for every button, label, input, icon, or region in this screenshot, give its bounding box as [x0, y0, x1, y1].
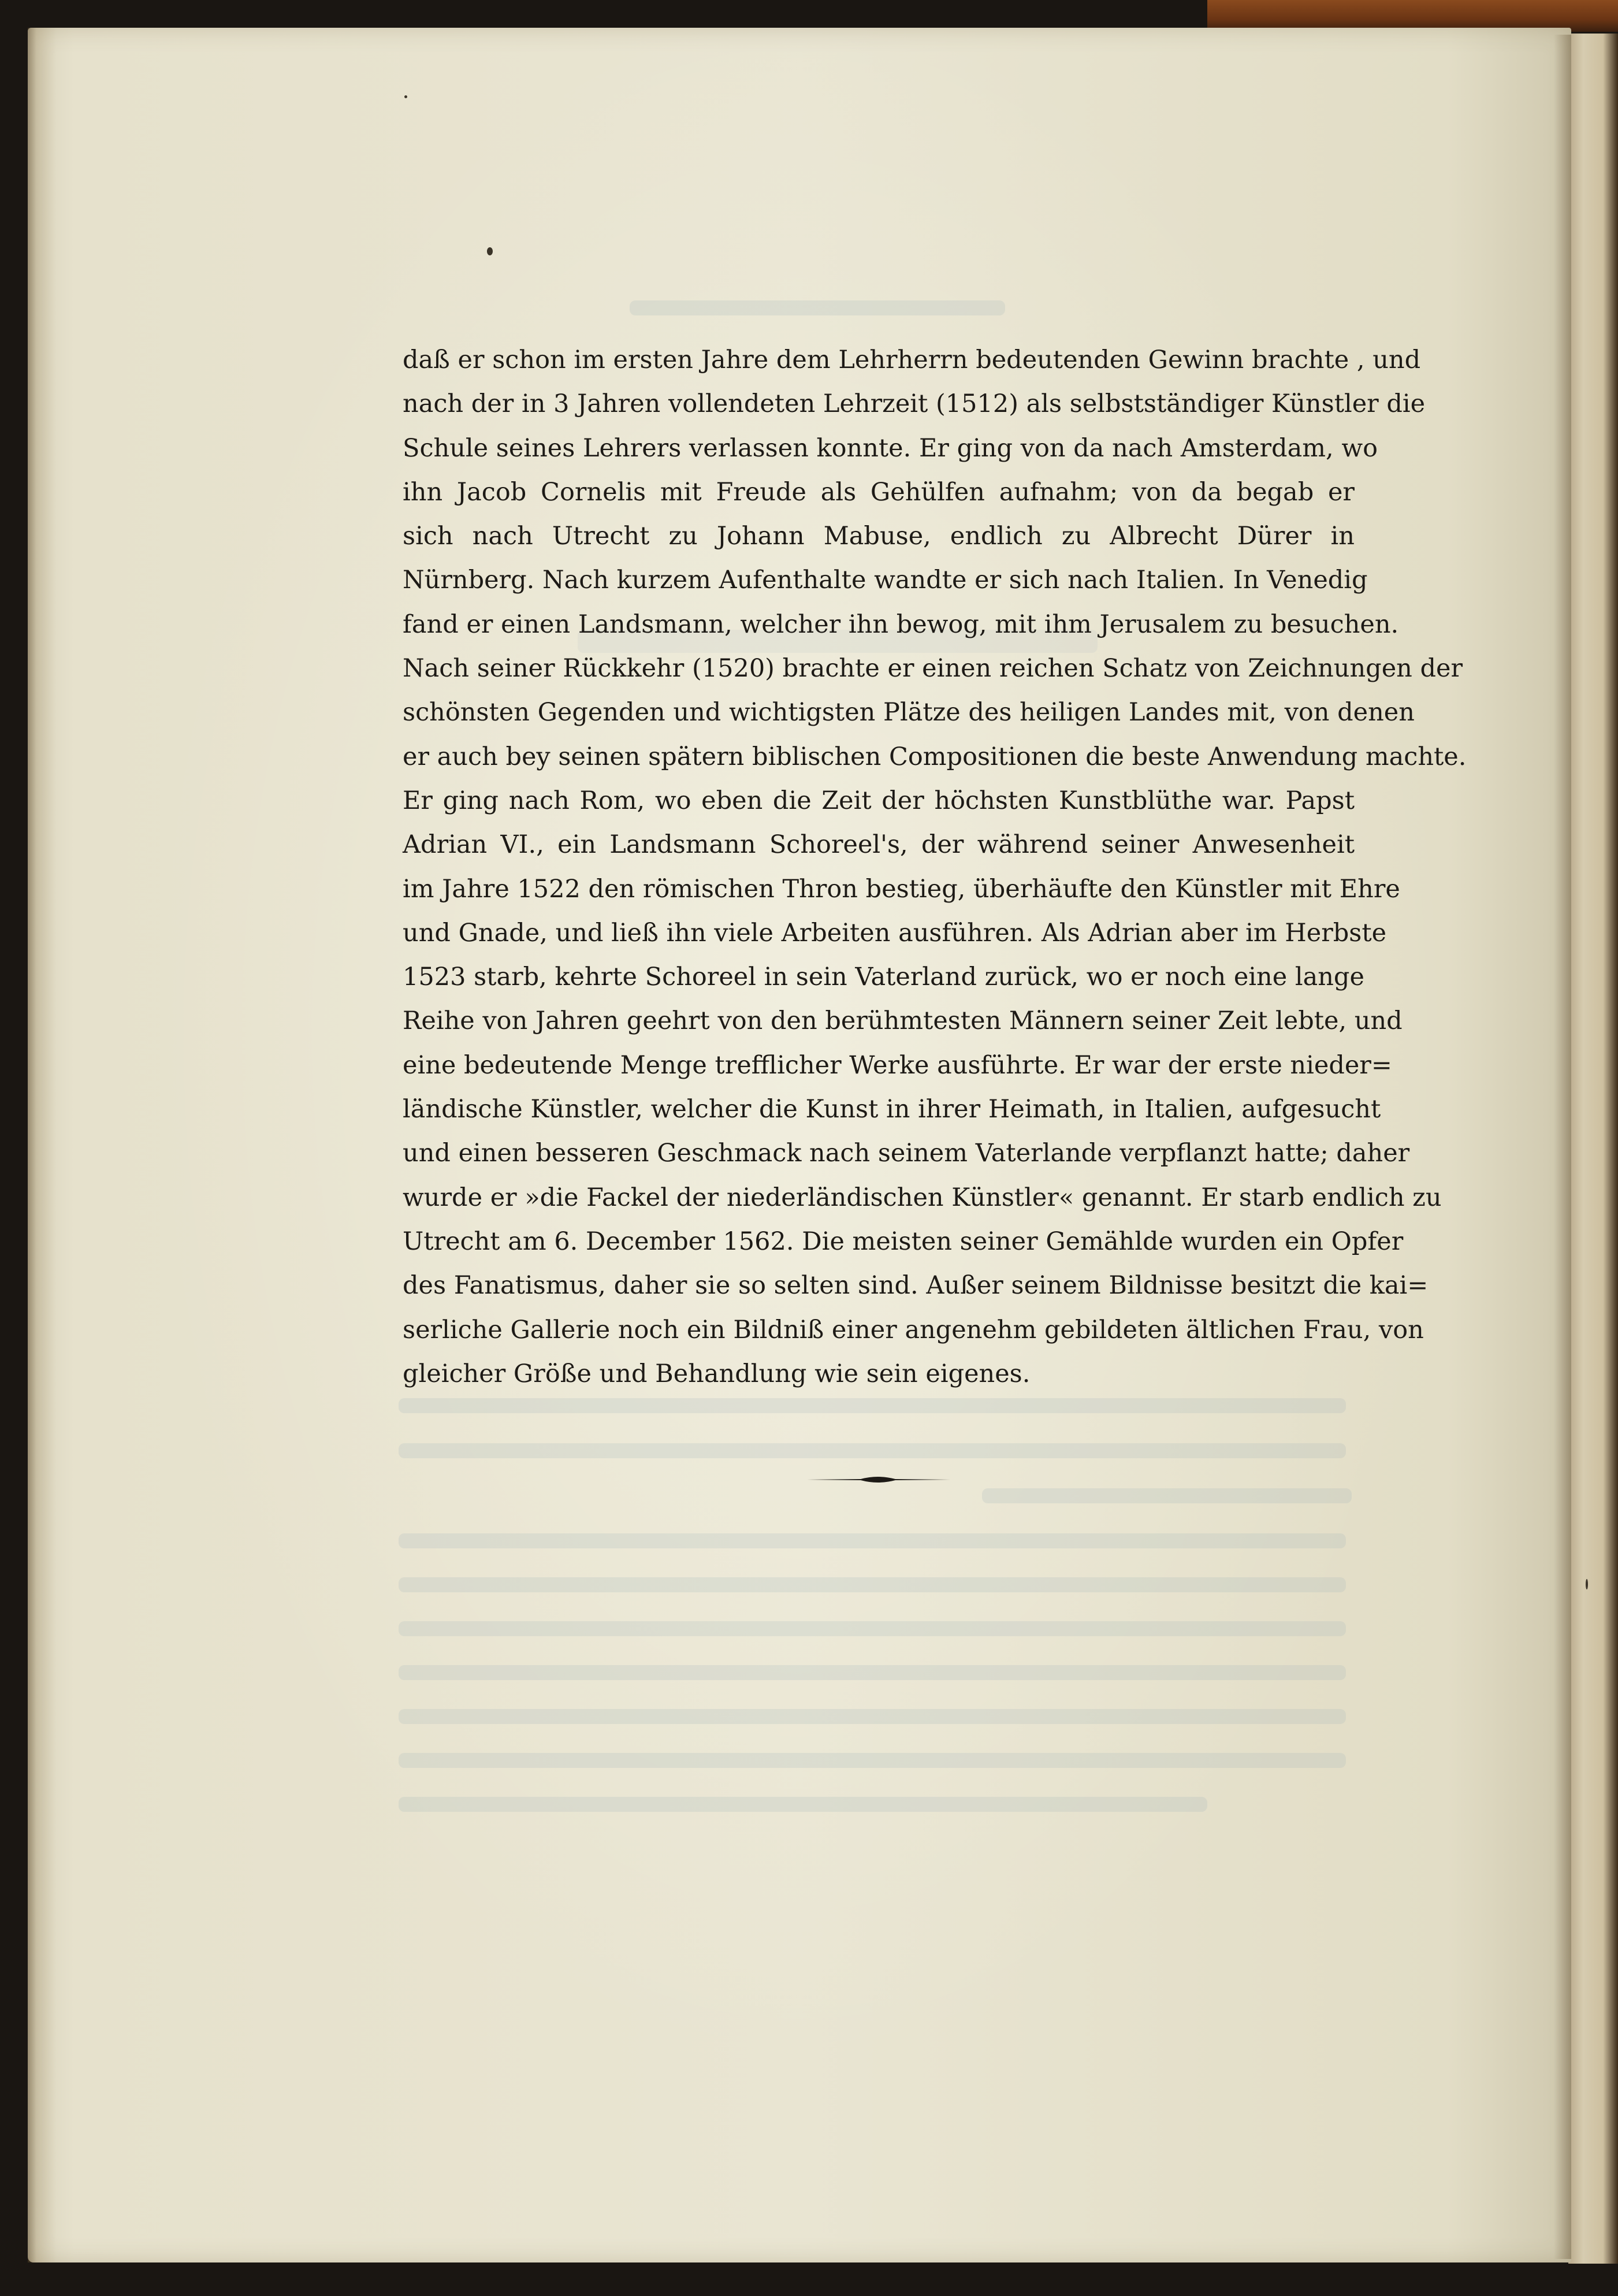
text-line: Er ging nach Rom, wo eben die Zeit der höchsten Kunstblüthe war. Papst: [403, 786, 1355, 815]
text-line: Schule seines Lehrers verlassen konnte. Er ging von da nach Amsterdam, wo: [403, 433, 1378, 463]
text-line: Utrecht am 6. December 1562. Die meisten seiner Gemählde wurden ein Opfer: [403, 1227, 1404, 1256]
text-line: wurde er »die Fackel der niederländischen Künstler« genannt. Er starb endlich zu: [403, 1183, 1442, 1212]
text-line: sich nach Utrecht zu Johann Mabuse, endlich zu Albrecht Dürer in: [403, 522, 1355, 551]
text-line: ländische Künstler, welcher die Kunst in ihrer Heimath, in Italien, aufgesucht: [403, 1095, 1381, 1124]
text-line: nach der in 3 Jahren vollendeten Lehrzeit (1512) als selbstständiger Künstler die: [403, 389, 1426, 419]
text-line: fand er einen Landsmann, welcher ihn bewog, mit ihm Jerusalem zu besuchen.: [403, 610, 1399, 639]
next-page-edge: [1568, 34, 1618, 2264]
text-line: er auch bey seinen spätern biblischen Compositionen die beste Anwendung machte.: [403, 742, 1467, 771]
book-cover-edge: [1207, 0, 1618, 32]
text-line: Nürnberg. Nach kurzem Aufenthalte wandte er sich nach Italien. In Venedig: [403, 566, 1368, 595]
text-line: und Gnade, und ließ ihn viele Arbeiten ausführen. Als Adrian aber im Herbste: [403, 918, 1387, 948]
text-line: daß er schon im ersten Jahre dem Lehrherrn bedeutenden Gewinn brachte , und: [403, 345, 1421, 374]
text-line: des Fanatismus, daher sie so selten sind. Außer seinem Bildnisse besitzt die kai=: [403, 1271, 1429, 1301]
text-line: im Jahre 1522 den römischen Thron bestieg, überhäufte den Künstler mit Ehre: [403, 874, 1400, 904]
text-line: 1523 starb, kehrte Schoreel in sein Vaterland zurück, wo er noch eine lange: [403, 963, 1364, 992]
paper-speck: [1586, 1579, 1588, 1589]
paper-speck: [487, 247, 493, 255]
page-gutter-shadow: [28, 28, 57, 2262]
text-line: gleicher Größe und Behandlung wie sein eigenes.: [403, 1359, 1031, 1388]
body-text: [403, 338, 1467, 1396]
section-end-ornament: [806, 1473, 950, 1487]
text-line: Nach seiner Rückkehr (1520) brachte er einen reichen Schatz von Zeichnungen der: [403, 654, 1463, 683]
text-line: Reihe von Jahren geehrt von den berühmtesten Männern seiner Zeit lebte, und: [403, 1006, 1403, 1036]
text-line: ihn Jacob Cornelis mit Freude als Gehülfen aufnahm; von da begab er: [403, 477, 1355, 507]
paper-speck: [404, 95, 407, 98]
text-line: und einen besseren Geschmack nach seinem Vaterlande verpflanzt hatte; daher: [403, 1139, 1410, 1168]
text-line: schönsten Gegenden und wichtigsten Plätze des heiligen Landes mit, von denen: [403, 698, 1415, 727]
text-line: serliche Gallerie noch ein Bildniß einer angenehm gebildeten ältlichen Frau, von: [403, 1315, 1424, 1344]
page-fold-shadow: [1554, 35, 1571, 2259]
text-line: eine bedeutende Menge trefflicher Werke ausführte. Er war der erste nieder=: [403, 1050, 1392, 1080]
text-line: Adrian VI., ein Landsmann Schoreel's, der während seiner Anwesenheit: [403, 830, 1355, 860]
